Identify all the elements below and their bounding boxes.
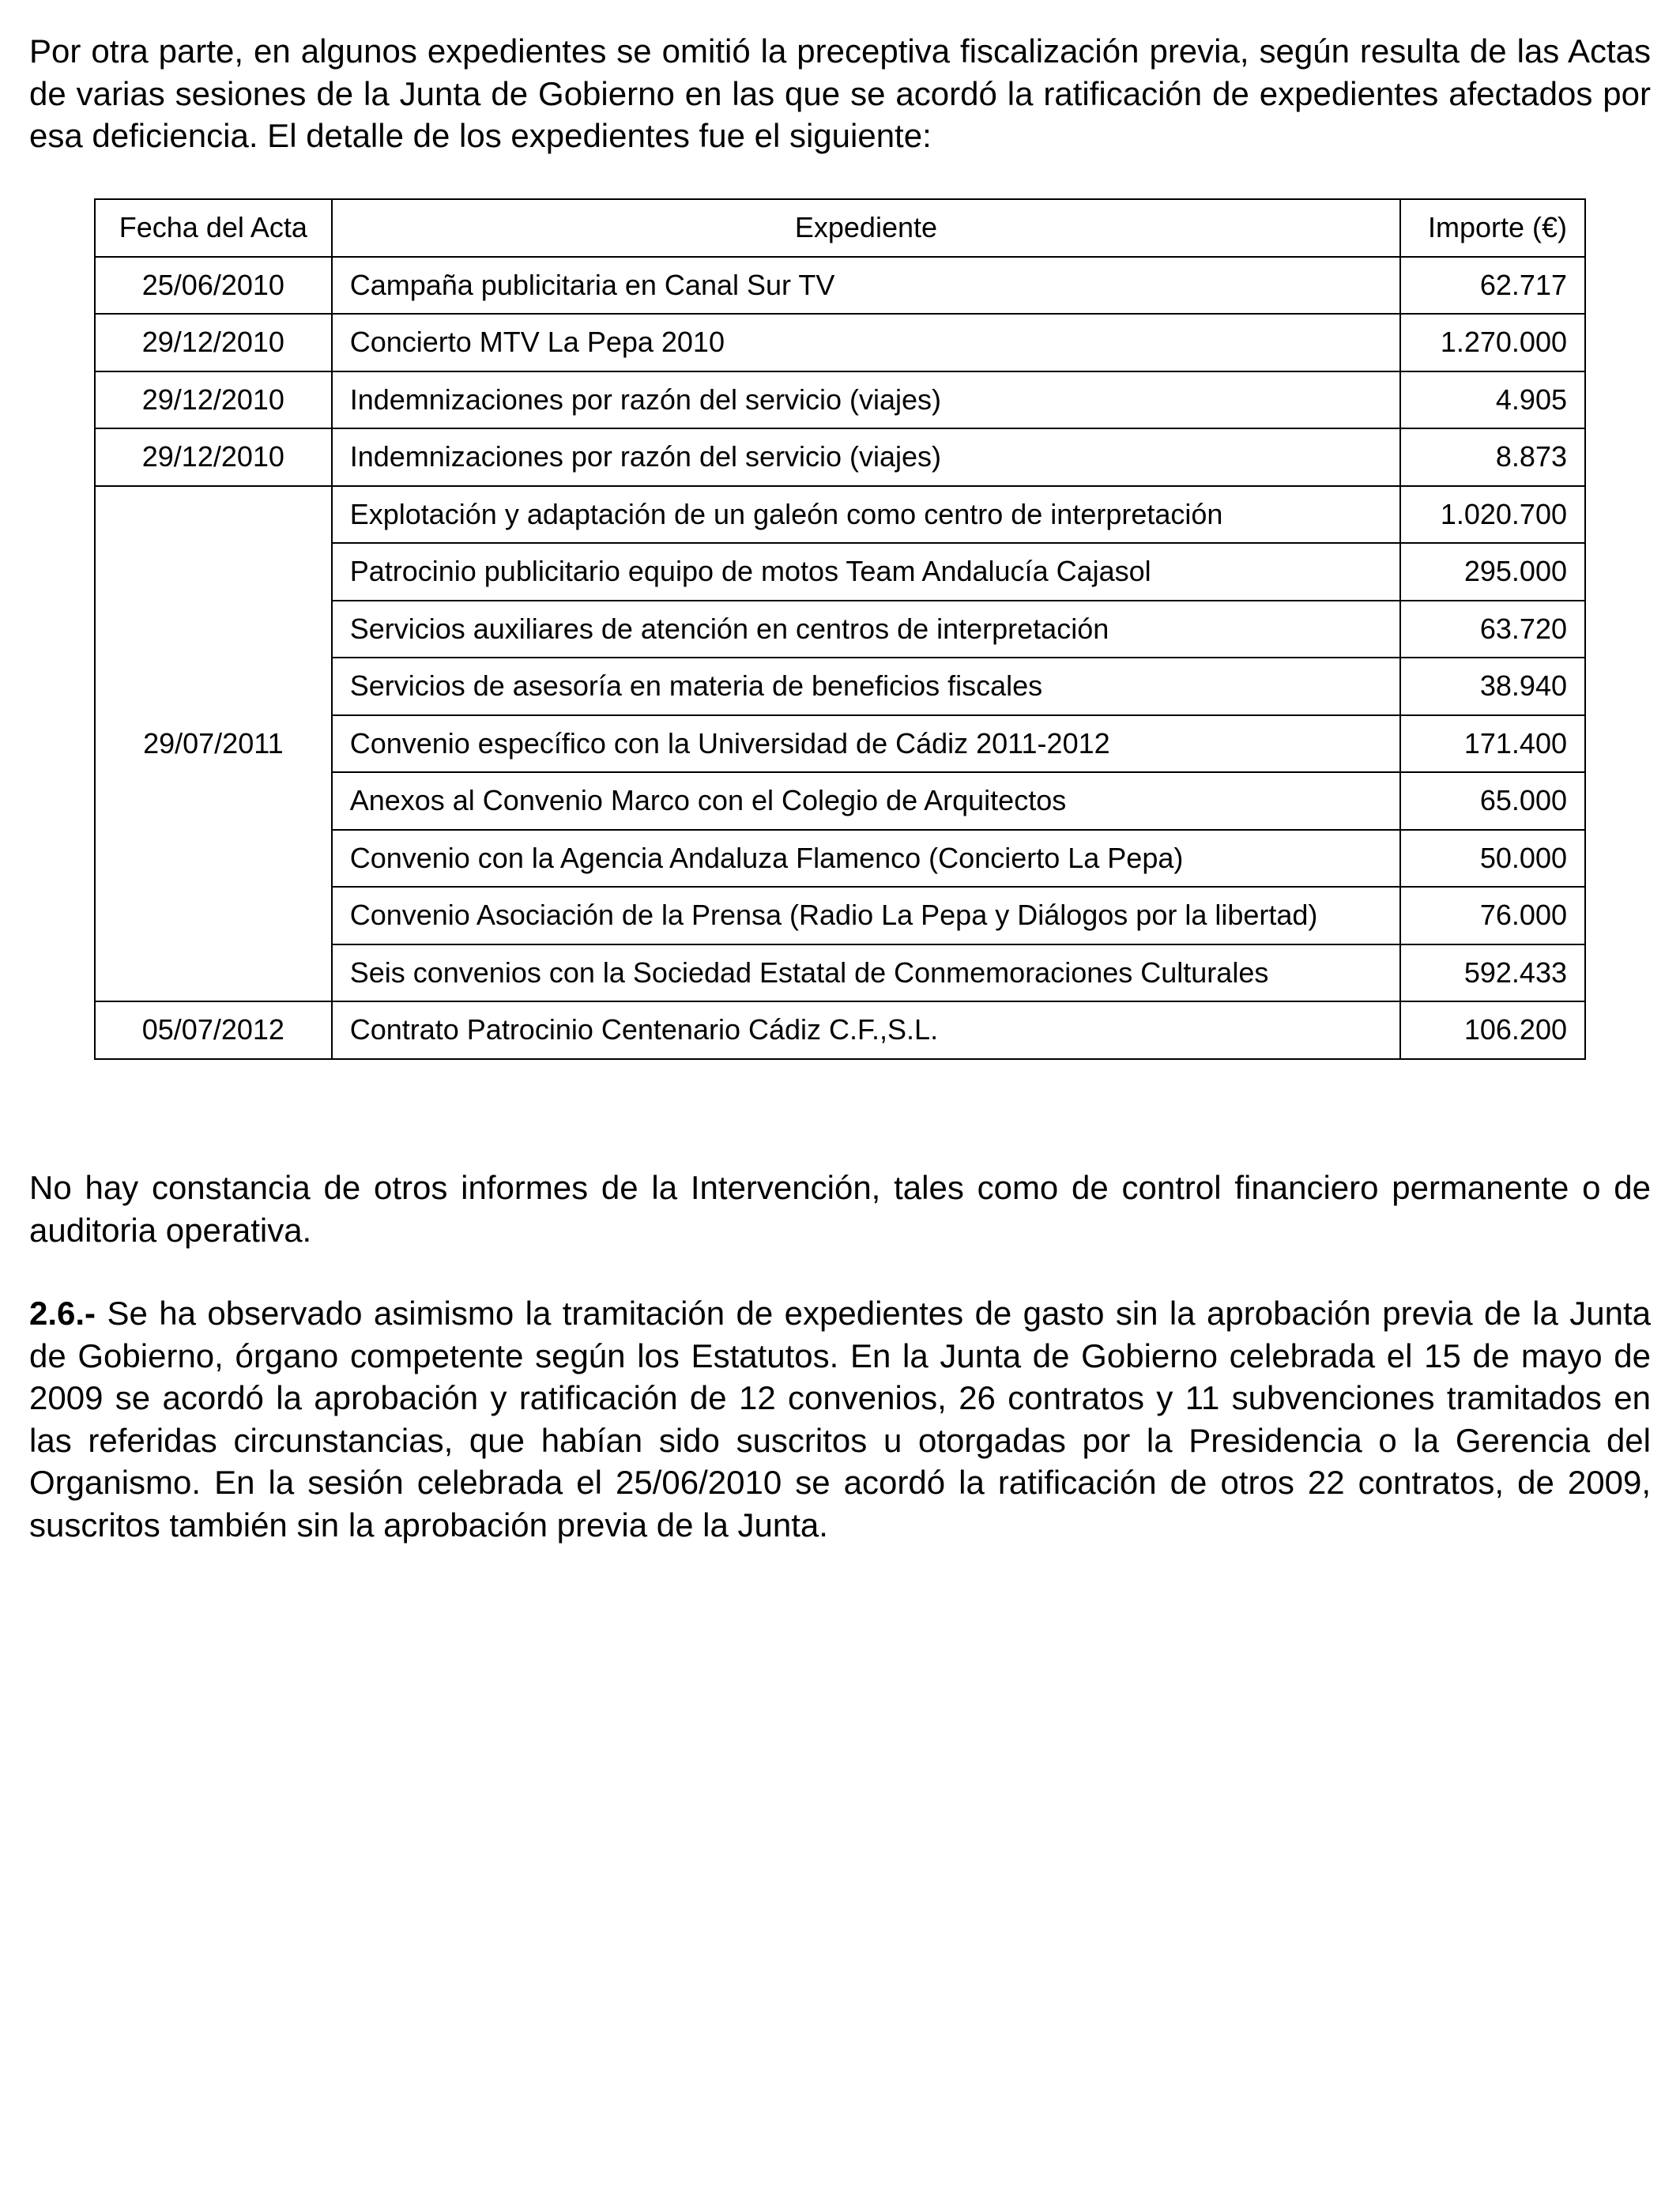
expediente-cell: Concierto MTV La Pepa 2010 [332,314,1401,371]
expediente-cell: Convenio con la Agencia Andaluza Flamenco (Concierto La Pepa) [332,830,1401,888]
fecha-cell-merged: 29/07/2011 [95,486,332,1002]
section-number: 2.6.- [29,1295,96,1332]
expediente-cell: Convenio Asociación de la Prensa (Radio La Pepa y Diálogos por la libertad) [332,887,1401,944]
expediente-cell: Patrocinio publicitario equipo de motos Team Andalucía Cajasol [332,543,1401,601]
fecha-cell: 29/12/2010 [95,371,332,429]
expediente-cell: Indemnizaciones por razón del servicio (viajes) [332,371,1401,429]
expedientes-table [94,198,1586,1060]
importe-cell: 4.905 [1400,371,1585,429]
table-row [95,371,1585,429]
section-text: Se ha observado asimismo la tramitación de expedientes de gasto sin la aprobación previa de la Junta de Gobierno, órgano competente según los Estatutos. En la Junta de Gobierno celebrada el 15 de mayo de 2009 se acordó la aprobación y ratificación de 12 convenios, 26 contratos y 11 subvenciones tramitados en las referidas circunstancias, que habían sido suscritos u otorgadas por la Presidencia o la Gerencia del Organismo. En la sesión celebrada el 25/06/2010 se acordó la ratificación de otros 22 contratos, de 2009, suscritos también sin la aprobación previa de la Junta. [29,1295,1651,1544]
table-row [95,257,1585,315]
expediente-cell: Explotación y adaptación de un galeón como centro de interpretación [332,486,1401,544]
header-fecha: Fecha del Acta [95,199,332,257]
intro-paragraph: Por otra parte, en algunos expedientes se omitió la preceptiva fiscalización previa, según resulta de las Actas de varias sesiones de la Junta de Gobierno en las que se acordó la ratificación de expedientes afectados por esa deficiencia. El detalle de los expedientes fue el siguiente: [29,32,1651,154]
importe-cell: 65.000 [1400,772,1585,830]
expediente-cell: Campaña publicitaria en Canal Sur TV [332,257,1401,315]
expediente-cell: Servicios de asesoría en materia de beneficios fiscales [332,658,1401,715]
table-row [95,486,1585,544]
fecha-cell: 05/07/2012 [95,1001,332,1059]
expediente-cell: Convenio específico con la Universidad de Cádiz 2011-2012 [332,715,1401,773]
expediente-cell: Contrato Patrocinio Centenario Cádiz C.F.,S.L. [332,1001,1401,1059]
importe-cell: 8.873 [1400,428,1585,486]
importe-cell: 63.720 [1400,601,1585,658]
importe-cell: 1.020.700 [1400,486,1585,544]
fecha-cell: 29/12/2010 [95,314,332,371]
expediente-cell: Indemnizaciones por razón del servicio (viajes) [332,428,1401,486]
table-header-row [95,199,1585,257]
header-expediente: Expediente [332,199,1401,257]
fecha-cell: 25/06/2010 [95,257,332,315]
header-importe: Importe (€) [1400,199,1585,257]
table-row [95,1001,1585,1059]
importe-cell: 62.717 [1400,257,1585,315]
table-row [95,428,1585,486]
importe-cell: 38.940 [1400,658,1585,715]
importe-cell: 106.200 [1400,1001,1585,1059]
importe-cell: 76.000 [1400,887,1585,944]
expediente-cell: Anexos al Convenio Marco con el Colegio de Arquitectos [332,772,1401,830]
importe-cell: 592.433 [1400,944,1585,1002]
expediente-cell: Servicios auxiliares de atención en centros de interpretación [332,601,1401,658]
importe-cell: 1.270.000 [1400,314,1585,371]
importe-cell: 171.400 [1400,715,1585,773]
fecha-cell: 29/12/2010 [95,428,332,486]
control-financiero-paragraph: No hay constancia de otros informes de la Intervención, tales como de control financiero permanente o de auditoria operativa. [29,1169,1651,1249]
importe-cell: 295.000 [1400,543,1585,601]
expediente-cell: Seis convenios con la Sociedad Estatal de Conmemoraciones Culturales [332,944,1401,1002]
table-row [95,314,1585,371]
importe-cell: 50.000 [1400,830,1585,888]
section-2-6-paragraph [29,1292,1651,1546]
